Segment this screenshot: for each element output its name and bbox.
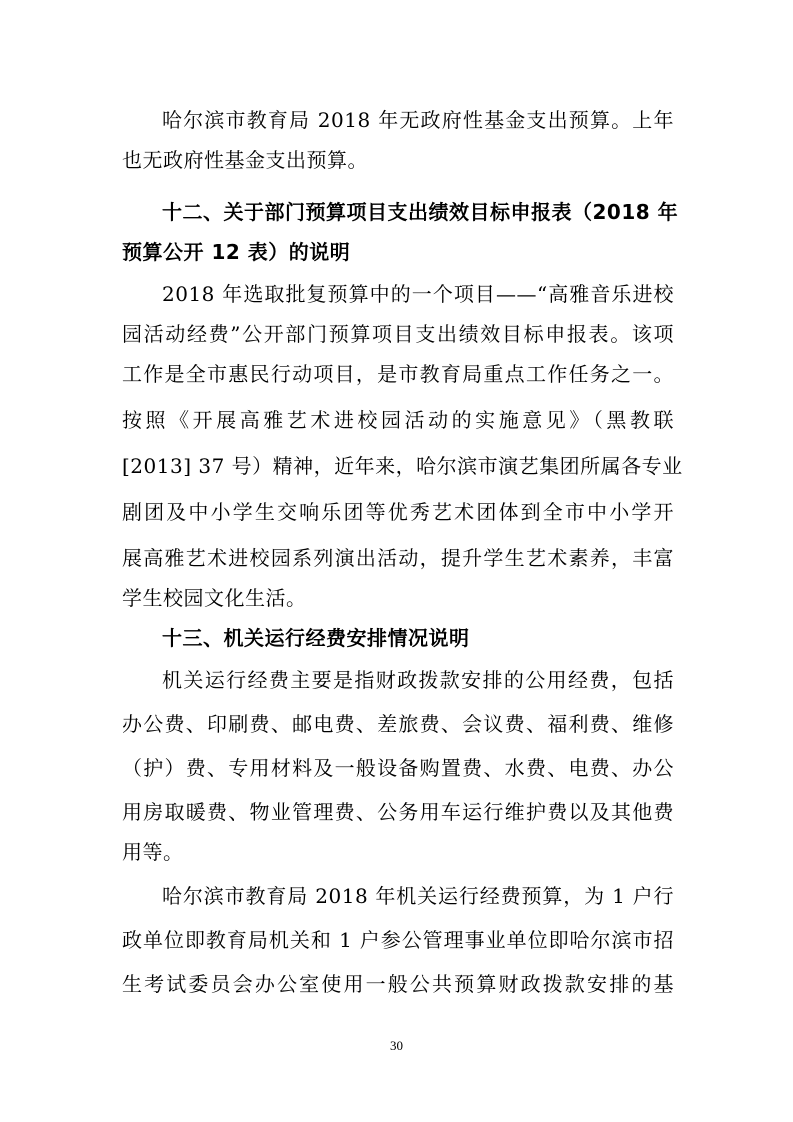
paragraph-line: 机关运行经费主要是指财政拨款安排的公用经费，包括 <box>162 668 674 692</box>
page-number: 30 <box>390 1038 403 1053</box>
paragraph-line: 政单位即教育局机关和 1 户参公管理事业单位即哈尔滨市招 <box>122 928 674 952</box>
paragraph-line: 园活动经费”公开部门预算项目支出绩效目标申报表。该项 <box>122 322 674 346</box>
paragraph-line: （护）费、专用材料及一般设备购置费、水费、电费、办公 <box>122 756 674 780</box>
paragraph-line: 2018 年选取批复预算中的一个项目——“高雅音乐进校 <box>162 282 674 306</box>
paragraph-line: 也无政府性基金支出预算。 <box>122 148 368 172</box>
paragraph-line: 用等。 <box>122 840 184 864</box>
section-heading-12-cont: 预算公开 12 表）的说明 <box>122 240 351 264</box>
paragraph-line: 按照《开展高雅艺术进校园活动的实施意见》（黑教联 <box>122 408 674 432</box>
paragraph-line: 展高雅艺术进校园系列演出活动，提升学生艺术素养，丰富 <box>122 546 674 570</box>
section-heading-13: 十三、机关运行经费安排情况说明 <box>162 626 470 650</box>
paragraph-line: [2013] 37 号）精神，近年来，哈尔滨市演艺集团所属各专业 <box>122 454 683 478</box>
paragraph-line: 办公费、印刷费、邮电费、差旅费、会议费、福利费、维修 <box>122 712 674 736</box>
section-heading-12: 十二、关于部门预算项目支出绩效目标申报表（2018 年 <box>162 200 679 224</box>
paragraph-line: 哈尔滨市教育局 2018 年无政府性基金支出预算。上年 <box>162 108 674 132</box>
paragraph-line: 生考试委员会办公室使用一般公共预算财政拨款安排的基 <box>122 972 674 996</box>
paragraph-line: 剧团及中小学生交响乐团等优秀艺术团体到全市中小学开 <box>122 500 674 524</box>
paragraph-line: 哈尔滨市教育局 2018 年机关运行经费预算，为 1 户行 <box>162 884 674 908</box>
paragraph-line: 工作是全市惠民行动项目，是市教育局重点工作任务之一。 <box>122 362 674 386</box>
paragraph-line: 用房取暖费、物业管理费、公务用车运行维护费以及其他费 <box>122 800 674 824</box>
paragraph-line: 学生校园文化生活。 <box>122 586 307 610</box>
